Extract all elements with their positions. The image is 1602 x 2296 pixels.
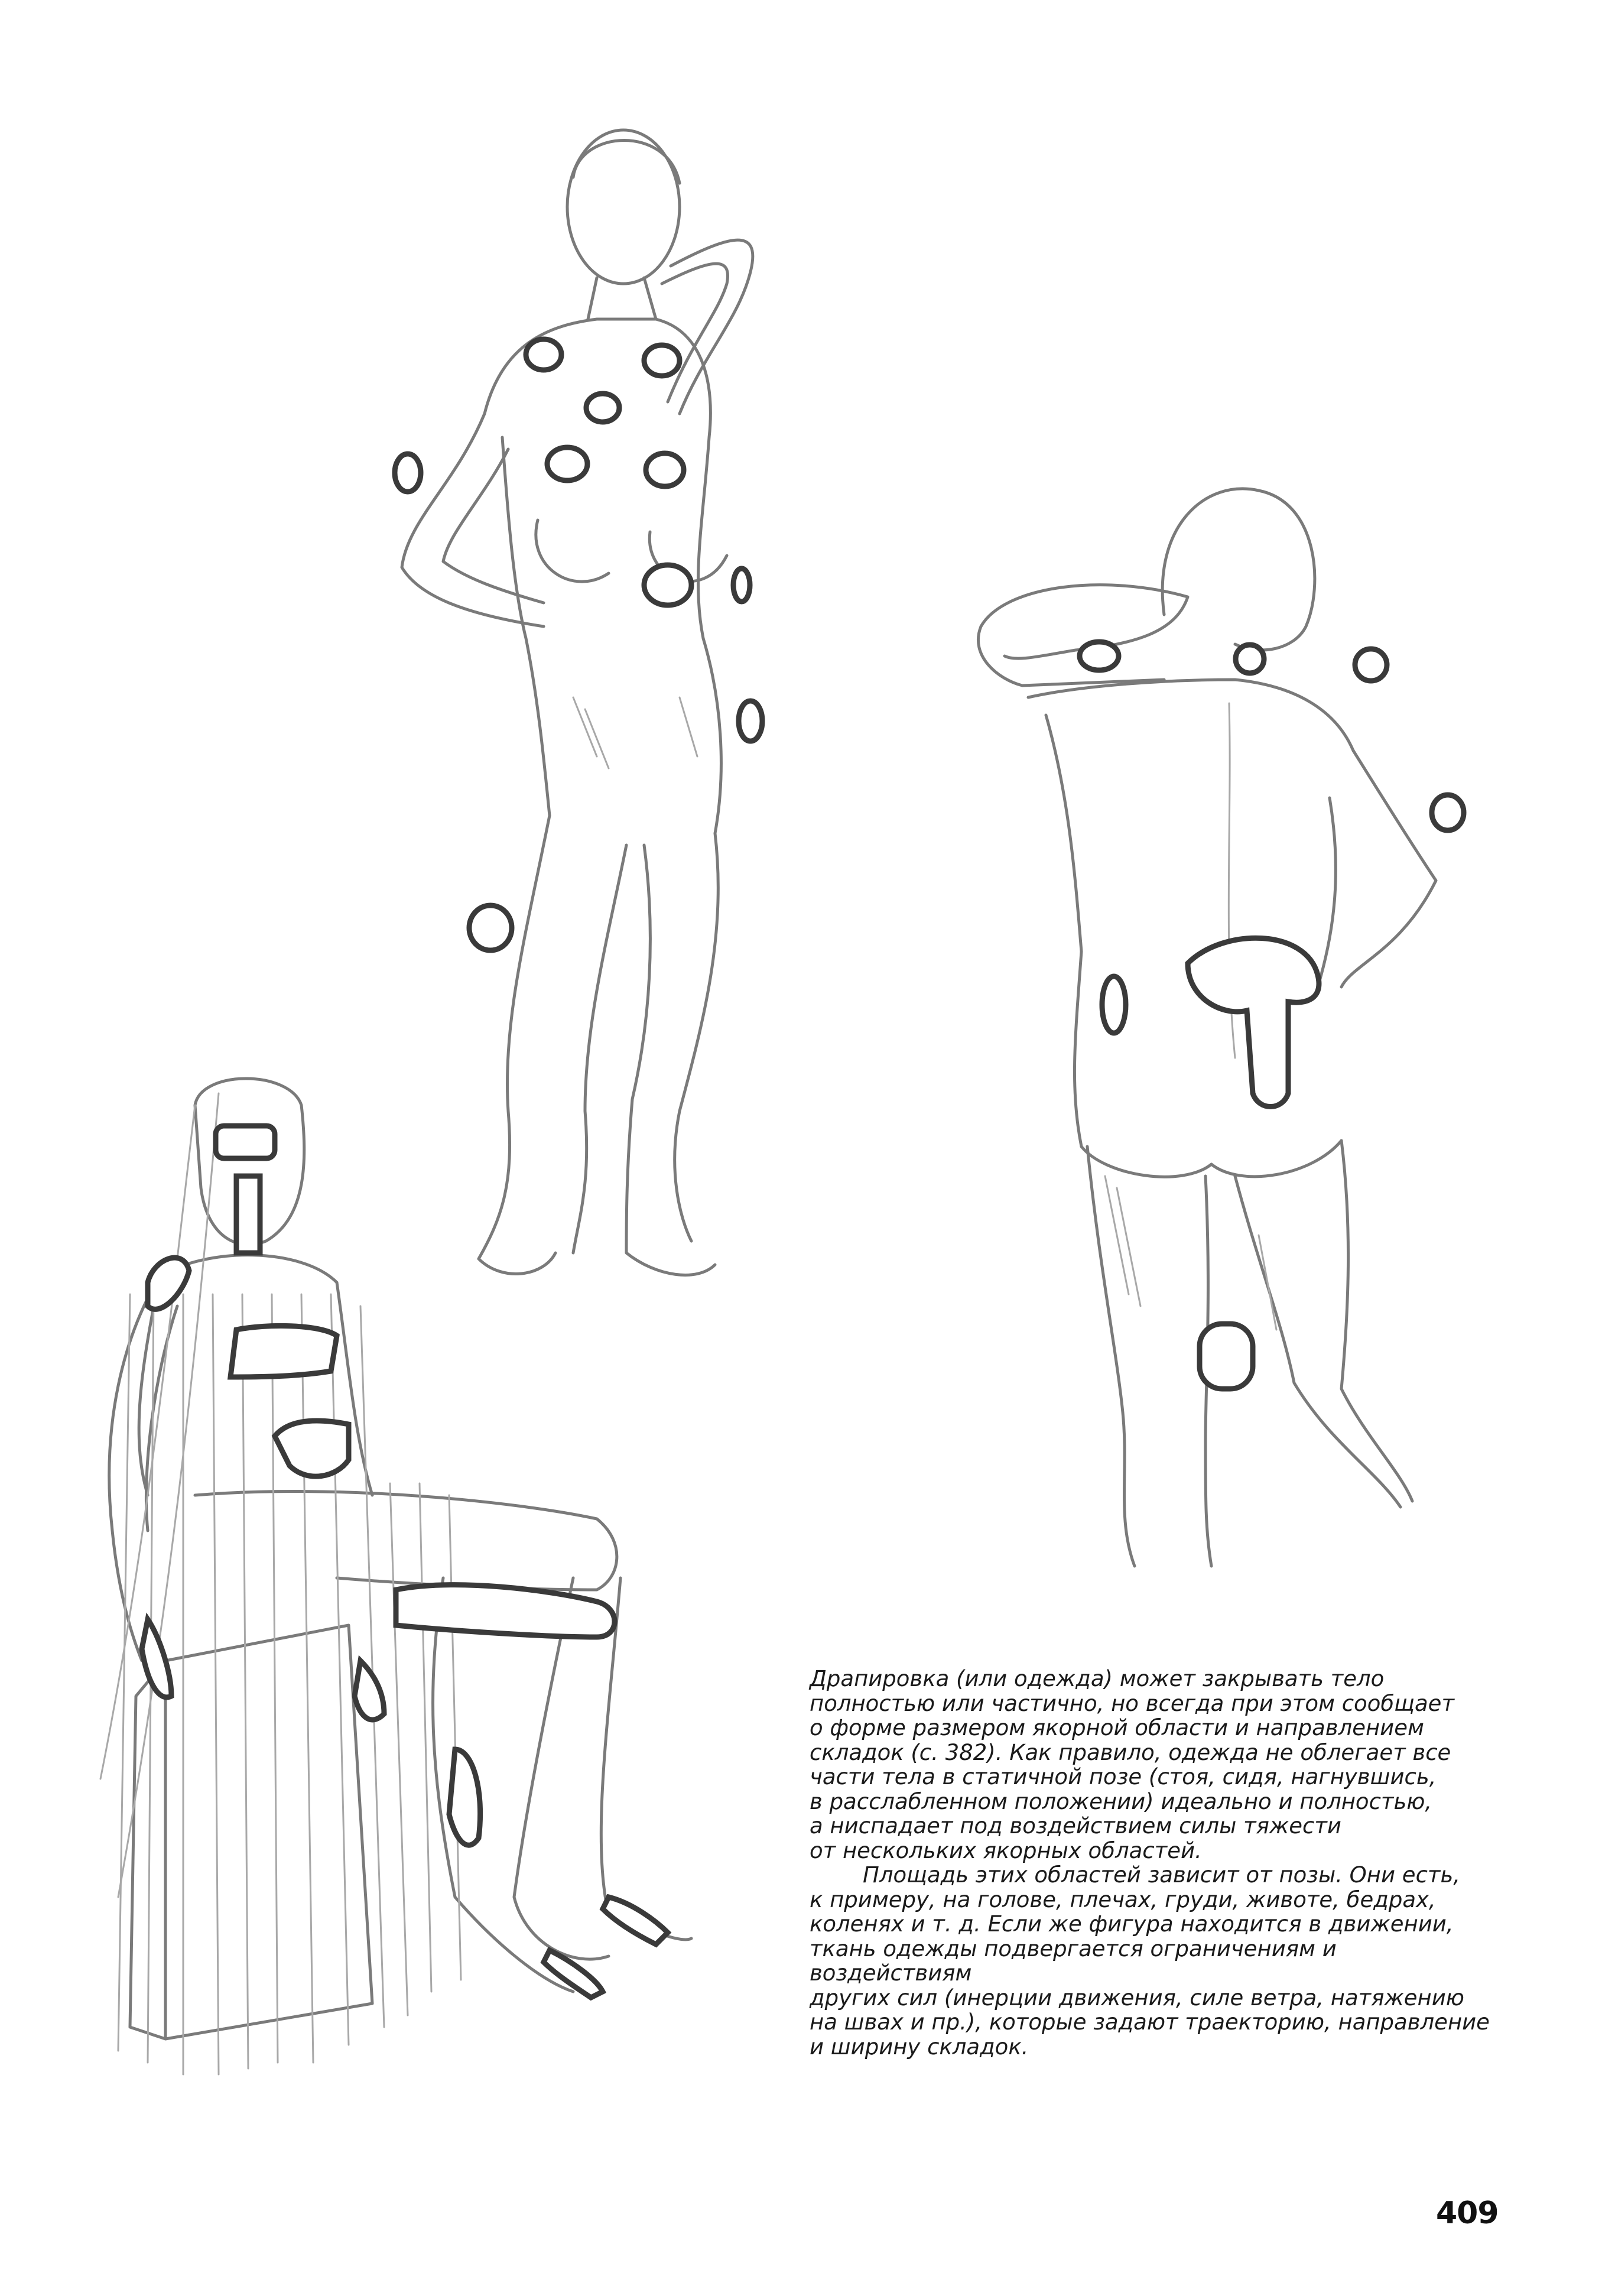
page-number: 409 bbox=[1436, 2196, 1499, 2231]
sketch-standing-figure-back bbox=[928, 467, 1519, 1584]
sketch-seated-figure-drapery bbox=[41, 1070, 733, 2116]
caption-paragraph-1: Драпировка (или одежда) может закрывать тело полностью или частично, но всегда при этом сообщает о форме размером якорной области и направлением складок (с. 382). Как правило, одежда не облегает все части тела в статичной позе (стоя, сидя, нагнувшись, в расслабленном положении) идеально и полностью, а ниспадает под воздействием силы тяжести от нескольких якорных областей. bbox=[810, 1666, 1454, 1863]
caption-paragraph-2: Площадь этих областей зависит от позы. Они есть, к примеру, на голове, плечах, груди, животе, бедрах, коленях и т. д. Если же фигура находится в движении, ткань одежды подвергается ограничениям и воздействиям других сил (инерции движения, силе ветра, натяжению на швах и пр.), которые задают траекторию, направление и ширину складок. bbox=[810, 1862, 1490, 2060]
caption-text bbox=[810, 1667, 1501, 2059]
